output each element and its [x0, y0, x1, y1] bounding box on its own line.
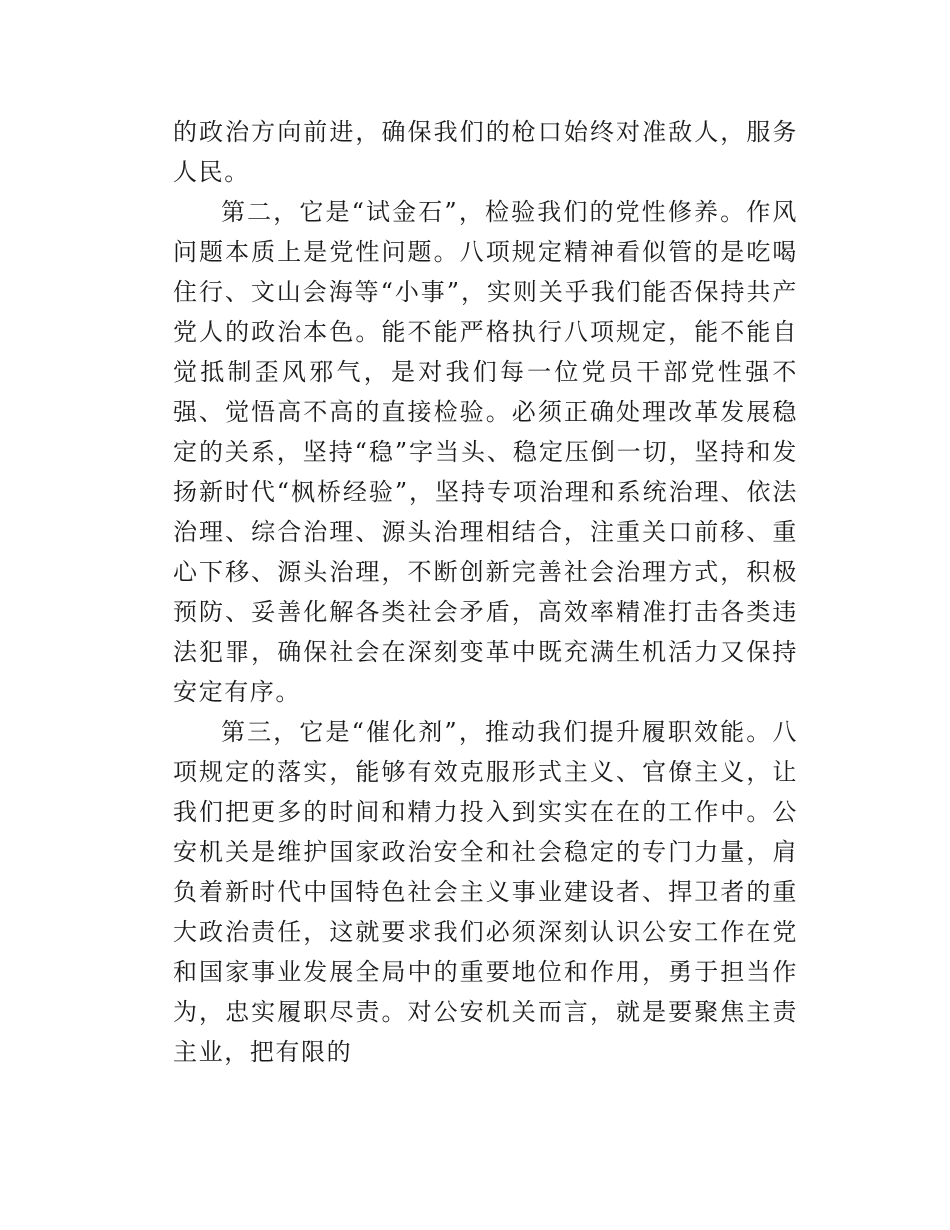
paragraph-third-point: 第三，它是“催化剂”，推动我们提升履职效能。八项规定的落实，能够有效克服形式主义、官僚主义，让我们把更多的时间和精力投入到实实在在的工作中。公安机关是维护国家政治安全和社会稳定的专门力量，肩负着新时代中国特色社会主义事业建设者、捍卫者的重大政治责任，这就要求我们必须深刻认识公安工作在党和国家事业发展全局中的重要地位和作用，勇于担当作为，忠实履职尽责。对公安机关而言，就是要聚焦主责主业，把有限的	[173, 718, 798, 1066]
paragraph-continuation: 的政治方向前进，确保我们的枪口始终对准敌人，服务人民。	[173, 118, 798, 186]
paragraph-second-point: 第二，它是“试金石”，检验我们的党性修养。作风问题本质上是党性问题。八项规定精神看似管的是吃喝住行、文山会海等“小事”，实则关乎我们能否保持共产党人的政治本色。能不能严格执行八项规定，能不能自觉抵制歪风邪气，是对我们每一位党员干部党性强不强、觉悟高不高的直接检验。必须正确处理改革发展稳定的关系，坚持“稳”字当头、稳定压倒一切，坚持和发扬新时代“枫桥经验”，坚持专项治理和系统治理、依法治理、综合治理、源头治理相结合，注重关口前移、重心下移、源头治理，不断创新完善社会治理方式，积极预防、妥善化解各类社会矛盾，高效率精准打击各类违法犯罪，确保社会在深刻变革中既充满生机活力又保持安定有序。	[173, 198, 798, 706]
